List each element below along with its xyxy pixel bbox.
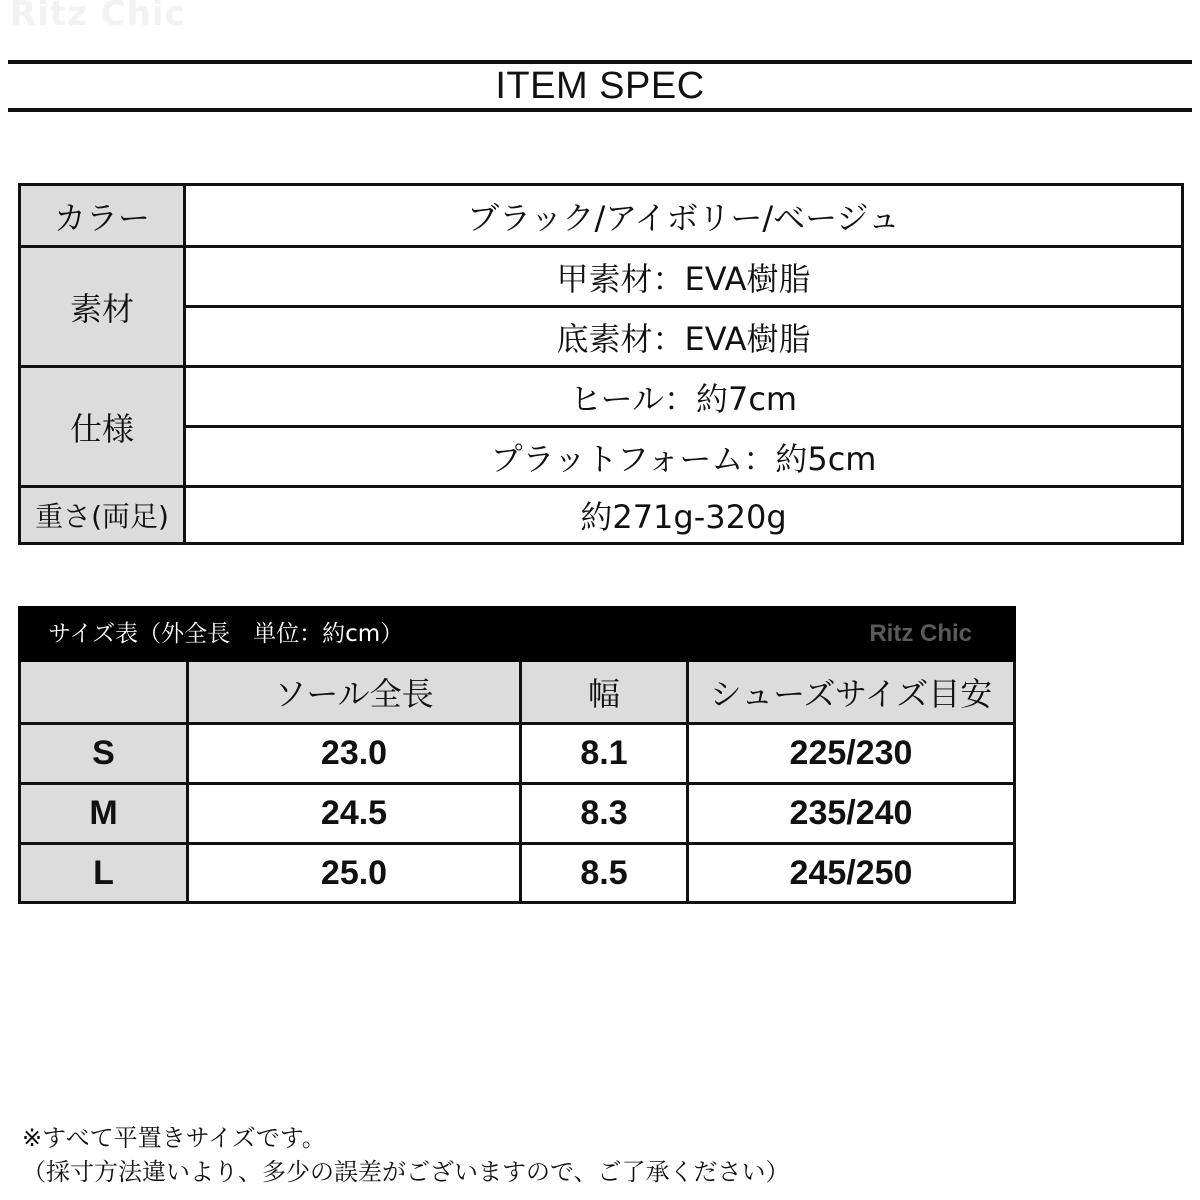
row-divider bbox=[21, 842, 1013, 845]
brand-watermark: Ritz Chic bbox=[10, 0, 186, 34]
row-divider bbox=[21, 782, 1013, 785]
shoe-size-m: 235/240 bbox=[789, 794, 913, 832]
width-s: 8.1 bbox=[580, 734, 628, 772]
spec-label: 仕様 bbox=[21, 368, 186, 486]
sole-length-l: 25.0 bbox=[320, 853, 388, 892]
spec-table bbox=[18, 183, 1184, 545]
brand-logo-text: Ritz Chic bbox=[869, 620, 972, 647]
width-l: 8.5 bbox=[580, 853, 628, 892]
size-label-m: M bbox=[21, 785, 186, 842]
heading-rule-bottom bbox=[8, 108, 1192, 112]
sole-length-s: 23.0 bbox=[320, 734, 388, 772]
color-label: カラー bbox=[21, 186, 186, 246]
platform-value: プラットフォーム：約5cm bbox=[490, 440, 877, 478]
row-divider bbox=[21, 722, 1013, 725]
shoe-size-header: シューズサイズ目安 bbox=[689, 662, 1013, 722]
weight-value: 約271g-320g bbox=[580, 498, 787, 536]
size-table-title: サイズ表（外全長 単位：約cm） bbox=[48, 621, 404, 647]
heel-value: ヒール：約7cm bbox=[569, 380, 798, 418]
size-col-header bbox=[21, 662, 186, 722]
sole-length-m: 24.5 bbox=[320, 794, 388, 832]
width-header: 幅 bbox=[522, 662, 686, 722]
width-m: 8.3 bbox=[580, 794, 628, 832]
color-value: ブラック/アイボリー/ベージュ bbox=[467, 199, 900, 237]
material-sole-value: 底素材：EVA樹脂 bbox=[556, 320, 811, 358]
sole-length-header: ソール全長 bbox=[189, 662, 519, 722]
note-measurement-error: （採寸方法違いより、多少の誤差がございますので、ご了承ください） bbox=[22, 1158, 790, 1186]
size-table-header-bar bbox=[18, 606, 1016, 662]
item-spec-heading: ITEM SPEC bbox=[495, 65, 705, 107]
note-flat-measurement: ※すべて平置きサイズです。 bbox=[22, 1124, 326, 1152]
weight-label: 重さ(両足) bbox=[21, 488, 186, 542]
material-upper-value: 甲素材：EVA樹脂 bbox=[556, 260, 811, 298]
size-label-s: S bbox=[21, 725, 186, 782]
size-table bbox=[18, 662, 1016, 904]
material-label: 素材 bbox=[21, 248, 186, 366]
size-label-l: L bbox=[21, 845, 186, 901]
shoe-size-l: 245/250 bbox=[789, 853, 913, 892]
shoe-size-s: 225/230 bbox=[789, 734, 913, 772]
